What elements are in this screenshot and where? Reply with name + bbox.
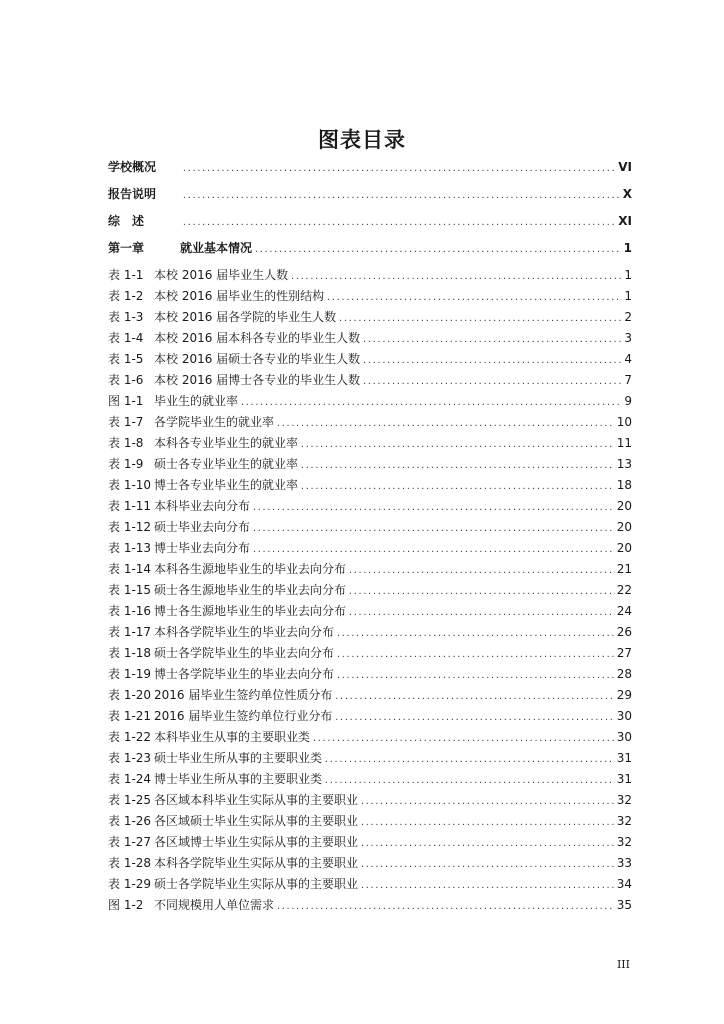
- toc-entry-page: 26: [616, 625, 632, 639]
- toc-entry-label: 表 1-24: [108, 772, 152, 786]
- toc-item-entry[interactable]: [108, 814, 632, 835]
- toc-entry-page: 13: [616, 457, 632, 471]
- toc-leader-dots: [362, 333, 622, 347]
- toc-entry-title: 就业基本情况: [180, 241, 253, 255]
- toc-entry-title: 各区域硕士毕业生实际从事的主要职业: [154, 814, 359, 828]
- toc-entry-page: 29: [616, 688, 632, 702]
- toc-entry-page: 30: [616, 730, 632, 744]
- toc-entry-label: 表 1-23: [108, 751, 152, 765]
- toc-entry-title: 本校 2016 届硕士各专业的毕业生人数: [154, 352, 361, 366]
- toc-entry-title: 本校 2016 届本科各专业的毕业生人数: [154, 331, 361, 345]
- toc-entry-page: XI: [618, 214, 632, 228]
- toc-entry-label: 图 1-2: [108, 898, 144, 912]
- toc-entry-page: 20: [616, 520, 632, 534]
- toc-item-entry[interactable]: [108, 646, 632, 667]
- toc-entry-page: 22: [616, 583, 632, 597]
- toc-entry-label: 表 1-20: [108, 688, 152, 702]
- toc-entry-title: 本科各专业毕业生的就业率: [154, 436, 299, 450]
- toc-leader-dots: [252, 501, 615, 515]
- toc-entry-title: 博士各学院毕业生的毕业去向分布: [154, 667, 335, 681]
- toc-leader-dots: [240, 396, 622, 410]
- toc-item-entry[interactable]: [108, 457, 632, 478]
- toc-entry-page: 32: [616, 835, 632, 849]
- toc-leader-dots: [338, 312, 622, 326]
- toc-item-entry[interactable]: [108, 793, 632, 814]
- toc-entry-label: 表 1-14: [108, 562, 152, 576]
- toc-leader-dots: [360, 837, 615, 851]
- toc-leader-dots: [324, 753, 615, 767]
- toc-item-entry[interactable]: [108, 709, 632, 730]
- toc-leader-dots: [348, 606, 615, 620]
- toc-item-entry[interactable]: [108, 478, 632, 499]
- toc-leader-dots: [182, 162, 616, 176]
- toc-item-entry[interactable]: [108, 856, 632, 877]
- toc-entry-page: 32: [616, 814, 632, 828]
- toc-entry-label: 表 1-27: [108, 835, 152, 849]
- toc-entry-label: 表 1-28: [108, 856, 152, 870]
- toc-item-entry[interactable]: [108, 688, 632, 709]
- toc-entry-title: 本科毕业去向分布: [154, 499, 251, 513]
- toc-entry-label: 报告说明: [108, 187, 157, 201]
- toc-leader-dots: [336, 627, 615, 641]
- toc-entry-title: 本科各学院毕业生的毕业去向分布: [154, 625, 335, 639]
- toc-entry-title: 各学院毕业生的就业率: [154, 415, 275, 429]
- toc-entry-title: 各区域博士毕业生实际从事的主要职业: [154, 835, 359, 849]
- toc-entry-title: 各区域本科毕业生实际从事的主要职业: [154, 793, 359, 807]
- toc-leader-dots: [360, 879, 615, 893]
- toc-entry-label: 表 1-15: [108, 583, 152, 597]
- toc-entry-title: 不同规模用人单位需求: [154, 898, 275, 912]
- toc-item-entry[interactable]: [108, 625, 632, 646]
- toc-leader-dots: [312, 732, 615, 746]
- toc-entry-page: 3: [624, 331, 632, 345]
- toc-entry-page: 32: [616, 793, 632, 807]
- toc-entry-label: 表 1-4: [108, 331, 144, 345]
- toc-leader-dots: [360, 816, 615, 830]
- toc-leader-dots: [324, 774, 615, 788]
- toc-item-entry[interactable]: [108, 268, 632, 289]
- toc-entry-label: 表 1-18: [108, 646, 152, 660]
- toc-item-entry[interactable]: [108, 667, 632, 688]
- toc-entry-page: 4: [624, 352, 632, 366]
- table-of-contents: [108, 160, 632, 919]
- toc-leader-dots: [182, 216, 616, 230]
- toc-entry-page: 7: [624, 373, 632, 387]
- toc-entry-page: 1: [624, 268, 632, 282]
- toc-entry-page: 31: [616, 751, 632, 765]
- toc-entry-title: 硕士各学院毕业生实际从事的主要职业: [154, 877, 359, 891]
- toc-leader-dots: [360, 795, 615, 809]
- toc-entry-page: 21: [616, 562, 632, 576]
- toc-leader-dots: [290, 270, 622, 284]
- toc-entry-label: 综 述: [108, 214, 145, 228]
- toc-entry-title: 硕士毕业生所从事的主要职业类: [154, 751, 323, 765]
- toc-entry-label: 表 1-10: [108, 478, 152, 492]
- toc-leader-dots: [348, 564, 615, 578]
- toc-entry-label: 表 1-7: [108, 415, 144, 429]
- toc-entry-title: 博士各专业毕业生的就业率: [154, 478, 299, 492]
- toc-item-entry[interactable]: [108, 562, 632, 583]
- toc-entry-page: 34: [616, 877, 632, 891]
- toc-entry-title: 硕士各生源地毕业生的毕业去向分布: [154, 583, 347, 597]
- toc-entry-label: 表 1-1: [108, 268, 144, 282]
- toc-entry-page: 2: [624, 310, 632, 324]
- toc-entry-page: 18: [616, 478, 632, 492]
- toc-entry-title: 2016 届毕业生签约单位行业分布: [154, 709, 333, 723]
- toc-entry-label: 表 1-16: [108, 604, 152, 618]
- toc-entry-label: 表 1-8: [108, 436, 144, 450]
- toc-item-entry[interactable]: [108, 877, 632, 898]
- toc-item-entry[interactable]: [108, 730, 632, 751]
- toc-entry-label: 表 1-11: [108, 499, 152, 513]
- toc-entry-page: 35: [616, 898, 632, 912]
- toc-entry-title: 硕士毕业去向分布: [154, 520, 251, 534]
- toc-entry-label: 表 1-19: [108, 667, 152, 681]
- toc-section-entry[interactable]: [108, 214, 632, 241]
- toc-leader-dots: [334, 711, 614, 725]
- toc-leader-dots: [336, 669, 615, 683]
- toc-entry-title: 本科毕业生从事的主要职业类: [154, 730, 311, 744]
- page-number: III: [616, 958, 630, 971]
- toc-leader-dots: [326, 291, 622, 305]
- toc-item-entry[interactable]: [108, 373, 632, 394]
- toc-item-entry[interactable]: [108, 310, 632, 331]
- toc-entry-label: 表 1-17: [108, 625, 152, 639]
- toc-entry-label: 表 1-13: [108, 541, 152, 555]
- page-title: 图表目录: [318, 128, 406, 152]
- toc-entry-title: 2016 届毕业生签约单位性质分布: [154, 688, 333, 702]
- toc-entry-title: 博士毕业生所从事的主要职业类: [154, 772, 323, 786]
- toc-item-entry[interactable]: [108, 289, 632, 310]
- toc-entry-label: 表 1-9: [108, 457, 144, 471]
- toc-entry-page: 27: [616, 646, 632, 660]
- toc-entry-label: 表 1-29: [108, 877, 152, 891]
- toc-leader-dots: [360, 858, 615, 872]
- toc-leader-dots: [276, 900, 615, 914]
- toc-entry-page: 1: [624, 289, 632, 303]
- toc-entry-label: 表 1-22: [108, 730, 152, 744]
- toc-entry-label: 表 1-25: [108, 793, 152, 807]
- toc-entry-page: 30: [616, 709, 632, 723]
- toc-leader-dots: [334, 690, 614, 704]
- toc-entry-page: 24: [616, 604, 632, 618]
- toc-item-entry[interactable]: [108, 751, 632, 772]
- toc-entry-page: 10: [616, 415, 632, 429]
- toc-entry-page: 11: [616, 436, 632, 450]
- toc-leader-dots: [300, 459, 615, 473]
- toc-entry-label: 表 1-2: [108, 289, 144, 303]
- toc-item-entry[interactable]: [108, 772, 632, 793]
- toc-entry-label: 表 1-6: [108, 373, 144, 387]
- toc-entry-title: 本科各生源地毕业生的毕业去向分布: [154, 562, 347, 576]
- toc-item-entry[interactable]: [108, 352, 632, 373]
- toc-leader-dots: [252, 543, 615, 557]
- toc-entry-page: VI: [618, 160, 632, 174]
- toc-entry-page: 20: [616, 541, 632, 555]
- toc-entry-label: 图 1-1: [108, 394, 144, 408]
- toc-entry-page: 9: [624, 394, 632, 408]
- toc-entry-label: 表 1-3: [108, 310, 144, 324]
- toc-section-entry[interactable]: [108, 241, 632, 268]
- toc-leader-dots: [254, 243, 622, 257]
- toc-entry-page: 31: [616, 772, 632, 786]
- toc-entry-label: 学校概况: [108, 160, 157, 174]
- toc-item-entry[interactable]: [108, 541, 632, 562]
- toc-entry-page: 33: [616, 856, 632, 870]
- toc-entry-title: 博士毕业去向分布: [154, 541, 251, 555]
- toc-leader-dots: [182, 189, 621, 203]
- toc-entry-title: 硕士各专业毕业生的就业率: [154, 457, 299, 471]
- toc-entry-label: 表 1-21: [108, 709, 152, 723]
- toc-item-entry[interactable]: [108, 898, 632, 919]
- toc-entry-page: X: [622, 187, 632, 201]
- toc-leader-dots: [348, 585, 615, 599]
- toc-item-entry[interactable]: [108, 331, 632, 352]
- toc-item-entry[interactable]: [108, 394, 632, 415]
- toc-entry-title: 毕业生的就业率: [154, 394, 239, 408]
- toc-item-entry[interactable]: [108, 520, 632, 541]
- toc-item-entry[interactable]: [108, 415, 632, 436]
- toc-entry-page: 1: [623, 241, 632, 255]
- toc-item-entry[interactable]: [108, 604, 632, 625]
- toc-leader-dots: [362, 375, 622, 389]
- toc-entry-label: 表 1-5: [108, 352, 144, 366]
- toc-entry-title: 本校 2016 届毕业生人数: [154, 268, 289, 282]
- toc-item-entry[interactable]: [108, 583, 632, 604]
- toc-section-entry[interactable]: [108, 160, 632, 187]
- toc-entry-title: 博士各生源地毕业生的毕业去向分布: [154, 604, 347, 618]
- toc-item-entry[interactable]: [108, 499, 632, 520]
- toc-entry-title: 本校 2016 届毕业生的性别结构: [154, 289, 325, 303]
- toc-entry-page: 28: [616, 667, 632, 681]
- toc-entry-label: 表 1-12: [108, 520, 152, 534]
- toc-entry-title: 本校 2016 届各学院的毕业生人数: [154, 310, 337, 324]
- toc-leader-dots: [252, 522, 615, 536]
- toc-entry-label: 第一章: [108, 241, 145, 255]
- toc-leader-dots: [362, 354, 622, 368]
- toc-leader-dots: [276, 417, 615, 431]
- toc-entry-label: 表 1-26: [108, 814, 152, 828]
- toc-leader-dots: [300, 480, 615, 494]
- toc-item-entry[interactable]: [108, 835, 632, 856]
- toc-leader-dots: [336, 648, 615, 662]
- toc-entry-title: 本科各学院毕业生实际从事的主要职业: [154, 856, 359, 870]
- toc-entry-title: 本校 2016 届博士各专业的毕业生人数: [154, 373, 361, 387]
- toc-section-entry[interactable]: [108, 187, 632, 214]
- toc-entry-title: 硕士各学院毕业生的毕业去向分布: [154, 646, 335, 660]
- toc-entry-page: 20: [616, 499, 632, 513]
- toc-item-entry[interactable]: [108, 436, 632, 457]
- toc-leader-dots: [300, 438, 615, 452]
